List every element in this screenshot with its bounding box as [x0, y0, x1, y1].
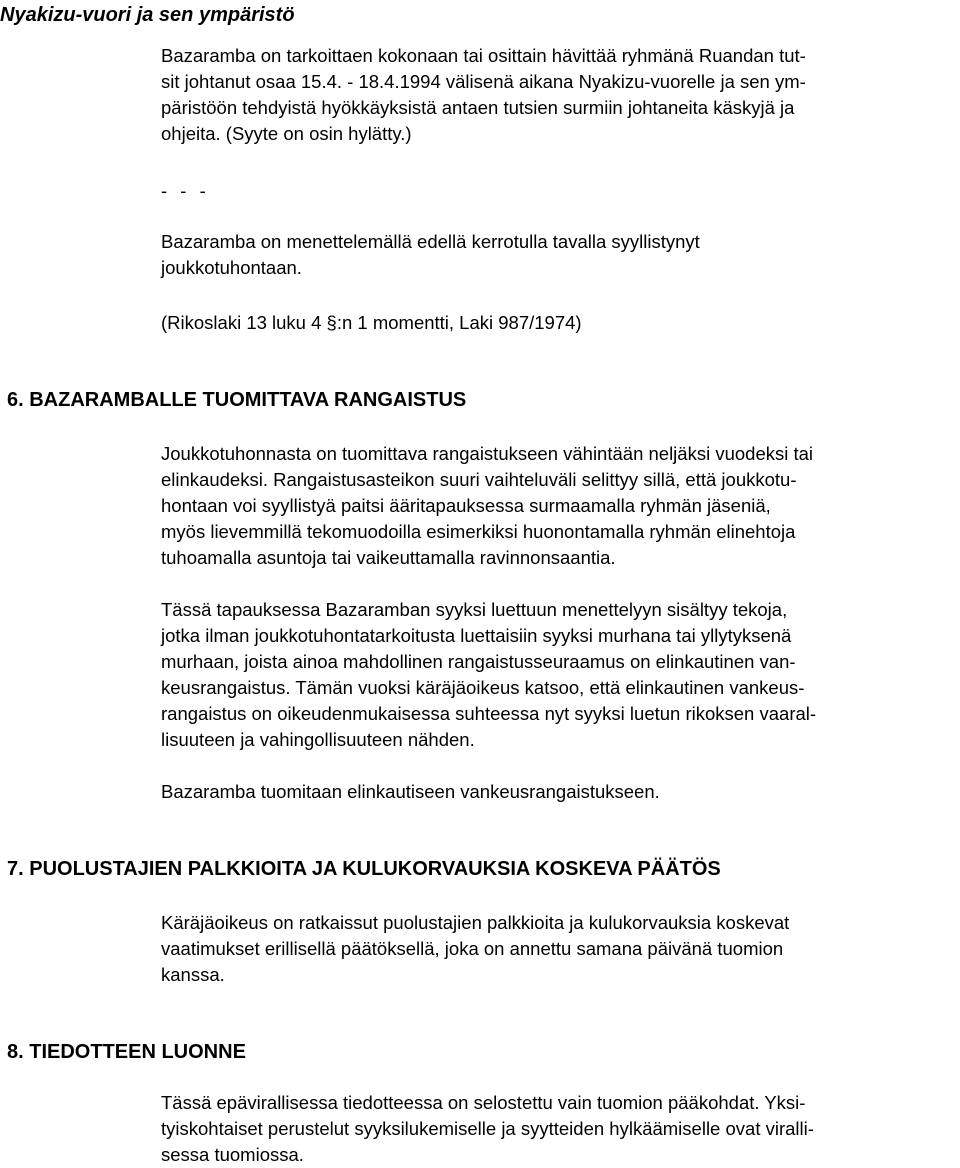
section-6-line: jotka ilman joukkotuhontatarkoitusta luettaisiin syyksi murhana tai yllytyksenä [161, 625, 792, 646]
charge-line: ohjeita. (Syyte on osin hylätty.) [161, 123, 412, 144]
section-6-line: rangaistus on oikeudenmukaisessa suhteessa nyt syyksi luetun rikoksen vaaral- [161, 703, 817, 724]
section-7-heading: 7. PUOLUSTAJIEN PALKKIOITA JA KULUKORVAUKSIA KOSKEVA PÄÄTÖS [7, 858, 721, 880]
section-6-line: myös lievemmillä tekomuodoilla esimerkiksi huonontamalla ryhmän elinehtoja [161, 521, 796, 542]
section-6-line: Joukkotuhonnasta on tuomittava rangaistukseen vähintään neljäksi vuodeksi tai [161, 443, 814, 464]
section-6-line: Tässä tapauksessa Bazaramban syyksi luettuun menettelyyn sisältyy tekoja, [161, 599, 788, 620]
conclusion-line: joukkotuhontaan. [161, 257, 302, 278]
separator: - - - [161, 180, 210, 201]
section-7-line: Käräjäoikeus on ratkaissut puolustajien palkkioita ja kulukorvauksia koskevat [161, 912, 790, 933]
section-8-line: sessa tuomiossa. [161, 1144, 304, 1165]
section-7-line: vaatimukset erillisellä päätöksellä, joka on annettu samana päivänä tuomion [161, 938, 784, 959]
conclusion-line: Bazaramba on menettelemällä edellä kerrotulla tavalla syyllistynyt [161, 231, 700, 252]
section-6-line: elinkaudeksi. Rangaistusasteikon suuri vaihteluväli selittyy sillä, että joukkotu- [161, 469, 797, 490]
charge-line: päristöön tehdyistä hyökkäyksistä antaen tutsien surmiin johtaneita käskyjä ja [161, 97, 795, 118]
section-8-line: Tässä epävirallisessa tiedotteessa on selostettu vain tuomion pääkohdat. Yksi- [161, 1092, 806, 1113]
section-6-line: hontaan voi syyllistyä paitsi ääritapauksessa surmaamalla ryhmän jäseniä, [161, 495, 771, 516]
section-6-line: murhaan, joista ainoa mahdollinen rangaistusseuraamus on elinkautinen van- [161, 651, 796, 672]
section-6-line: tuhoamalla asuntoja tai vaikeuttamalla ravinnonsaantia. [161, 547, 616, 568]
section-7-line: kanssa. [161, 964, 225, 985]
charge-line: sit johtanut osaa 15.4. - 18.4.1994 välisenä aikana Nyakizu-vuorelle ja sen ym- [161, 71, 806, 92]
section-title: Nyakizu-vuori ja sen ympäristö [0, 4, 295, 26]
law-reference: (Rikoslaki 13 luku 4 §:n 1 momentti, Laki 987/1974) [161, 312, 582, 333]
section-6-line: keusrangaistus. Tämän vuoksi käräjäoikeus katsoo, että elinkautinen vankeus- [161, 677, 805, 698]
section-8-line: tyiskohtaiset perustelut syyksilukemiselle ja syytteiden hylkäämiselle ovat viralli- [161, 1118, 814, 1139]
charge-line: Bazaramba on tarkoittaen kokonaan tai osittain hävittää ryhmänä Ruandan tut- [161, 45, 806, 66]
sentence-line: Bazaramba tuomitaan elinkautiseen vankeusrangaistukseen. [161, 781, 660, 802]
section-6-heading: 6. BAZARAMBALLE TUOMITTAVA RANGAISTUS [7, 389, 467, 411]
section-6-line: lisuuteen ja vahingollisuuteen nähden. [161, 729, 475, 750]
section-8-heading: 8. TIEDOTTEEN LUONNE [7, 1041, 246, 1063]
